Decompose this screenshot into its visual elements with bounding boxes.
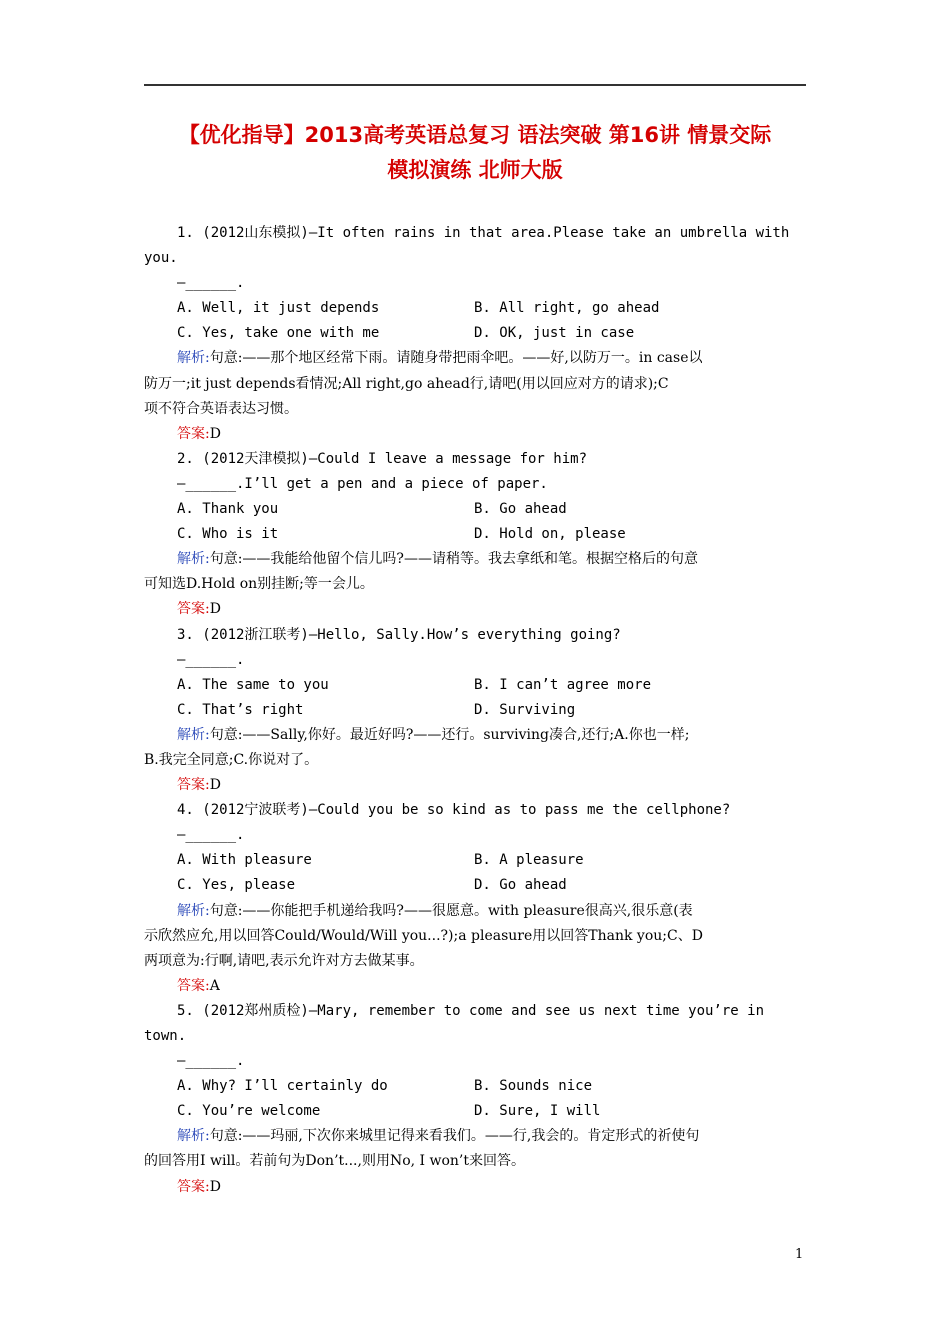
analysis-line: 示欣然应允,用以回答Could/Would/Will you...?);a pleasure用以回答Thank you;C、D [144,927,703,944]
question-stem-cont: you. [144,250,178,267]
option-c: C. Yes, please [177,877,296,894]
answer-blank: —______. [177,827,245,844]
question-stem: 4. (2012宁波联考)—Could you be so kind as to pass me the cellphone? [177,802,731,819]
analysis-line: 两项意为:行啊,请吧,表示允许对方去做某事。 [144,952,424,969]
option-row [144,848,808,873]
analysis-line: 解析:句意:——玛丽,下次你来城里记得来看我们。——行,我会的。肯定形式的祈使句 [177,1128,700,1145]
question-stem: 5. (2012郑州质检)—Mary, remember to come and see us next time you’re in [177,1002,765,1019]
option-c: C. Yes, take one with me [177,325,380,342]
title-line-2: 模拟演练 北师大版 [387,158,563,182]
analysis-line: 解析:句意:——Sally,你好。最近好吗?——还行。surviving凑合,还行;A.你也一样; [177,726,690,743]
option-row [144,522,808,547]
answer-value: A [209,977,220,994]
analysis-line: 可知选D.Hold on别挂断;等一会儿。 [144,576,374,593]
question-stem-cont: town. [144,1028,187,1044]
analysis-line: 防万一;it just depends看情况;All right,go ahead行,请吧(用以回应对方的请求);C [144,375,669,392]
answer-line [144,422,808,447]
answer-label: 答案: [177,601,210,618]
option-row [144,1074,808,1099]
option-d: D. Go ahead [474,877,567,894]
answer-value: D [209,425,221,442]
title-line-1: 【优化指导】2013高考英语总复习 语法突破 第16讲 情景交际 [178,123,772,147]
option-d: D. Hold on, please [474,526,626,543]
answer-label: 答案: [177,425,210,442]
analysis-label: 解析: [177,551,210,568]
option-d: D. Surviving [474,701,576,718]
option-row [144,873,808,898]
option-d: D. Sure, I will [474,1103,601,1120]
header-rule [144,84,806,86]
option-d: D. OK, just in case [474,325,635,342]
answer-blank: —______. [177,275,245,292]
answer-value: D [209,777,221,794]
question-stem: 3. (2012浙江联考)—Hello, Sally.How’s everything going? [177,626,621,643]
answer-line [144,773,808,798]
answer-value: D [209,1178,221,1195]
analysis-line: 的回答用I will。若前句为Don’t...,则用No, I won’t来回答。 [144,1153,526,1170]
analysis-line: 解析:句意:——我能给他留个信儿吗?——请稍等。我去拿纸和笔。根据空格后的句意 [177,551,698,568]
answer-blank: —______. [177,651,245,668]
answer-blank: —______.I’ll get a pen and a piece of paper. [177,475,548,492]
option-b: B. All right, go ahead [474,300,660,317]
answer-label: 答案: [177,1178,210,1195]
question-stem: 2. (2012天津模拟)—Could I leave a message for him? [177,450,588,467]
analysis-line: 解析:句意:——那个地区经常下雨。请随身带把雨伞吧。——好,以防万一。in case以 [177,350,703,367]
option-row [144,296,808,321]
option-a: A. Why? I’ll certainly do [177,1078,388,1095]
exercise-content [144,221,808,1200]
option-a: A. The same to you [177,676,329,693]
answer-label: 答案: [177,777,210,794]
question-stem: 1. (2012山东模拟)—It often rains in that area.Please take an umbrella with [177,225,790,241]
option-c: C. That’s right [177,701,304,718]
option-a: A. Well, it just depends [177,300,380,317]
answer-label: 答案: [177,977,210,994]
analysis-label: 解析: [177,902,210,919]
answer-line [144,597,808,622]
option-row [144,698,808,723]
answer-line [144,974,808,999]
analysis-label: 解析: [177,1128,210,1145]
analysis-line: B.我完全同意;C.你说对了。 [144,751,319,768]
option-a: A. Thank you [177,501,279,518]
answer-line [144,1175,808,1200]
option-row [144,1099,808,1124]
option-b: B. I can’t agree more [474,676,652,693]
answer-value: D [209,601,221,618]
option-b: B. A pleasure [474,852,584,869]
option-b: B. Sounds nice [474,1078,593,1095]
analysis-line: 解析:句意:——你能把手机递给我吗?——很愿意。with pleasure很高兴,很乐意(表 [177,902,693,919]
analysis-line: 项不符合英语表达习惯。 [144,400,298,417]
analysis-label: 解析: [177,726,210,743]
option-c: C. You’re welcome [177,1103,321,1120]
option-row [144,497,808,522]
analysis-label: 解析: [177,350,210,367]
document-title [120,118,830,188]
option-row [144,321,808,346]
page-number: 1 [795,1247,804,1262]
option-a: A. With pleasure [177,852,312,869]
answer-blank: —______. [177,1053,245,1070]
option-c: C. Who is it [177,526,279,543]
option-row [144,673,808,698]
option-b: B. Go ahead [474,501,567,518]
